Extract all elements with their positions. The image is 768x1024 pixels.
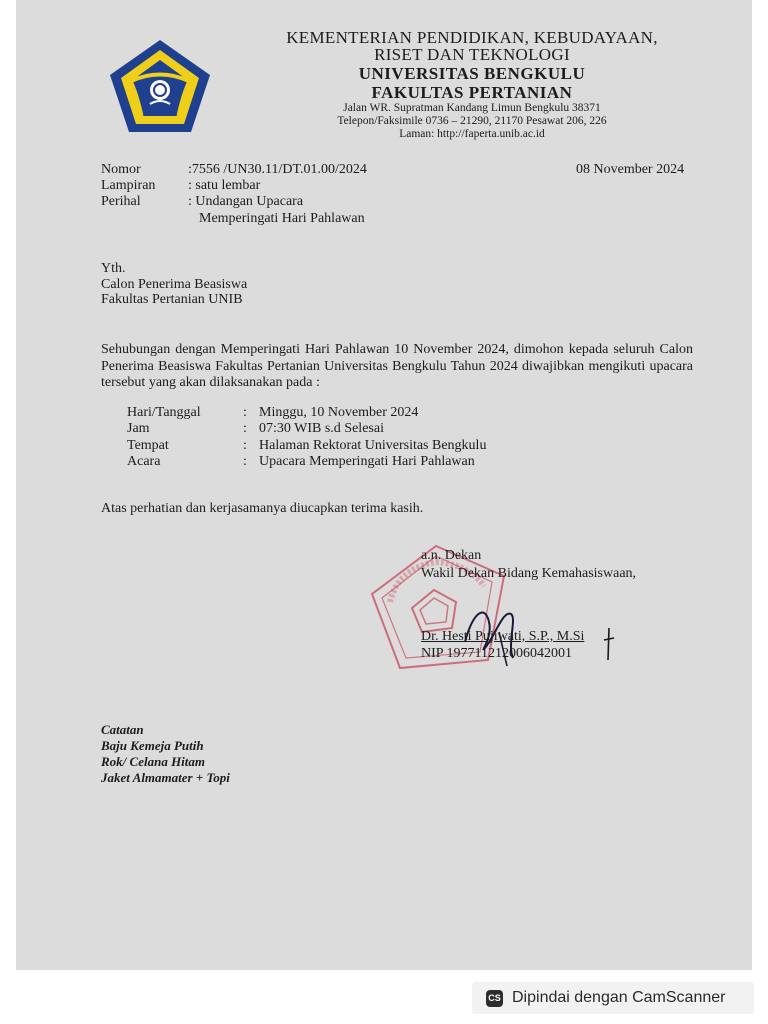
detail-value-date: Minggu, 10 November 2024 [259,405,419,420]
university-name: UNIVERSITAS BENGKULU [358,64,586,83]
note-item: Rok/ Celana Hitam [101,754,206,769]
ministry-name-line1: KEMENTERIAN PENDIDIKAN, KEBUDAYAAN, [286,28,658,47]
notes-title: Catatan [101,722,144,737]
detail-label-event: Acara [127,454,161,469]
detail-label-date: Hari/Tanggal [127,405,201,420]
signatory-name: Dr. Hesti Pujiwati, S.P., M.Si [421,629,585,644]
detail-value-time: 07:30 WIB s.d Selesai [259,421,384,436]
nomor-value: :7556 /UN30.11/DT.01.00/2024 [188,162,367,177]
detail-label-place: Tempat [127,438,169,453]
recipient-salutation: Yth. [101,261,126,276]
detail-colon: : [243,454,247,469]
detail-colon: : [243,438,247,453]
recipient-line1: Calon Penerima Beasiswa [101,277,248,292]
signature-an-dekan: a.n. Dekan [421,548,482,563]
university-emblem-icon [107,38,213,134]
camscanner-watermark [472,982,754,1014]
detail-colon: : [243,405,247,420]
lampiran-label: Lampiran [101,178,156,193]
initial-mark [602,626,616,662]
recipient-line2: Fakultas Pertanian UNIB [101,292,243,307]
detail-label-time: Jam [127,421,150,436]
detail-colon: : [243,421,247,436]
letter-date: 08 November 2024 [576,162,685,177]
faculty-name: FAKULTAS PERTANIAN [371,83,573,102]
signatory-nip: NIP 197711212006042001 [421,646,573,661]
detail-value-event: Upacara Memperingati Hari Pahlawan [259,454,475,469]
detail-value-place: Halaman Rektorat Universitas Bengkulu [259,438,487,453]
website-line: Laman: http://faperta.unib.ac.id [399,128,545,140]
nomor-label: Nomor [101,162,141,177]
letter-page [16,0,752,970]
perihal-value: : Undangan Upacara [188,194,304,209]
body-paragraph: Sehubungan dengan Memperingati Hari Pahlawan 10 November 2024, dimohon kepada seluruh Calon Penerima Beasiswa Fakultas Pertanian Universitas Bengkulu Tahun 2024 diwajibkan mengikuti upacara tersebut yang akan dilaksanakan pada : [101,342,693,390]
phone-line: Telepon/Faksimile 0736 – 21290, 21170 Pesawat 206, 226 [337,115,607,127]
ministry-name-line2: RISET DAN TEKNOLOGI [374,45,570,64]
camscanner-label: Dipindai dengan CamScanner [512,989,726,1006]
signature-title: Wakil Dekan Bidang Kemahasiswaan, [421,566,637,581]
note-item: Baju Kemeja Putih [101,738,204,753]
perihal-label: Perihal [101,194,141,209]
address-line: Jalan WR. Supratman Kandang Limun Bengkulu 38371 [343,102,601,114]
note-item: Jaket Almamater + Topi [101,770,230,785]
lampiran-value: : satu lembar [188,178,261,193]
perihal-value-cont: Memperingati Hari Pahlawan [199,211,365,226]
camscanner-icon: CS [486,990,503,1007]
closing-line: Atas perhatian dan kerjasamanya diucapkan terima kasih. [101,501,424,516]
